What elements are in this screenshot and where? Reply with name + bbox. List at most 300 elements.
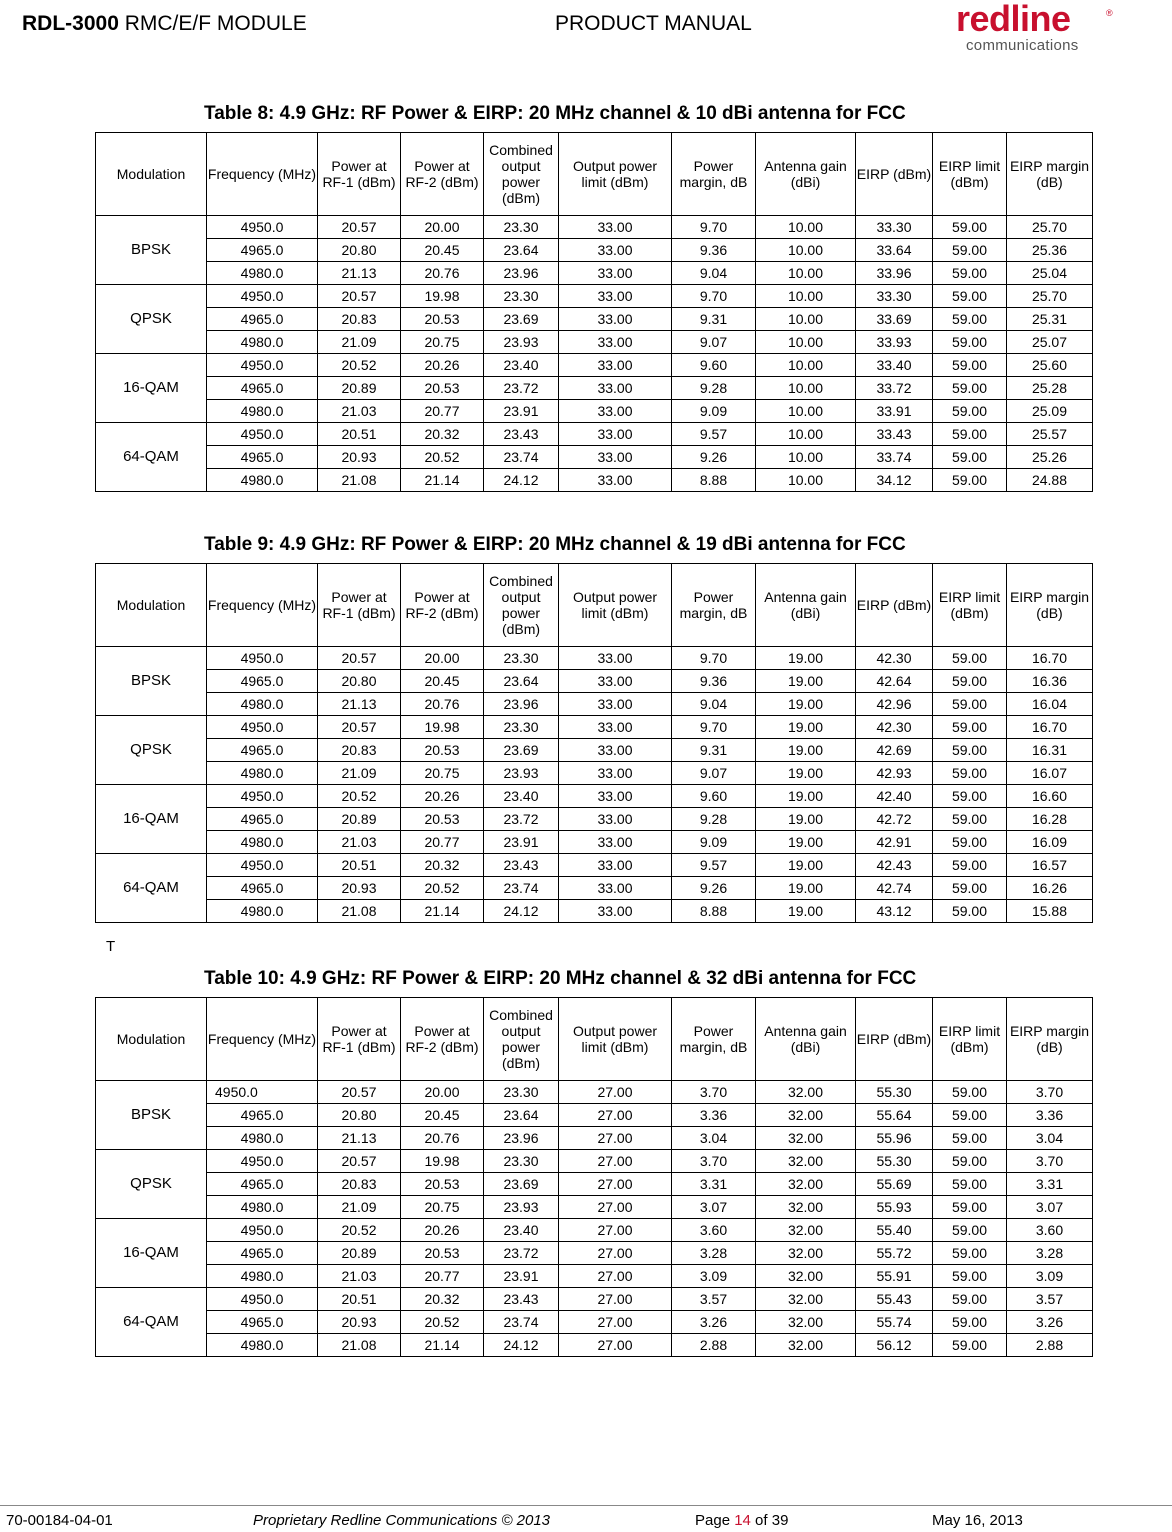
data-cell: 20.93 xyxy=(318,446,401,469)
data-cell: 4965.0 xyxy=(207,1311,318,1334)
data-cell: 9.07 xyxy=(672,762,756,785)
table-row xyxy=(96,1265,1093,1288)
data-cell: 3.31 xyxy=(1007,1173,1093,1196)
data-cell: 59.00 xyxy=(933,808,1007,831)
column-header: Power margin, dB xyxy=(672,564,756,647)
column-header: Power at RF-2 (dBm) xyxy=(401,998,484,1081)
data-cell: 23.40 xyxy=(484,1219,559,1242)
data-cell: 23.93 xyxy=(484,331,559,354)
data-cell: 4965.0 xyxy=(207,377,318,400)
data-cell: 3.70 xyxy=(672,1081,756,1104)
data-cell: 25.70 xyxy=(1007,285,1093,308)
data-cell: 20.57 xyxy=(318,285,401,308)
table-row xyxy=(96,785,1093,808)
data-cell: 42.72 xyxy=(856,808,933,831)
data-cell: 16.04 xyxy=(1007,693,1093,716)
data-cell: 59.00 xyxy=(933,785,1007,808)
data-cell: 3.31 xyxy=(672,1173,756,1196)
column-header: Power at RF-1 (dBm) xyxy=(318,998,401,1081)
table-row xyxy=(96,1127,1093,1150)
data-cell: 20.26 xyxy=(401,354,484,377)
data-cell: 21.14 xyxy=(401,1334,484,1357)
data-cell: 20.51 xyxy=(318,854,401,877)
data-cell: 10.00 xyxy=(756,354,856,377)
data-cell: 27.00 xyxy=(559,1242,672,1265)
data-cell: 59.00 xyxy=(933,239,1007,262)
data-cell: 4965.0 xyxy=(207,446,318,469)
data-cell: 20.52 xyxy=(318,354,401,377)
data-cell: 19.98 xyxy=(401,285,484,308)
data-cell: 4950.0 xyxy=(207,1081,318,1104)
data-cell: 42.93 xyxy=(856,762,933,785)
data-cell: 42.96 xyxy=(856,693,933,716)
data-cell: 20.93 xyxy=(318,1311,401,1334)
table-row xyxy=(96,285,1093,308)
data-cell: 23.40 xyxy=(484,785,559,808)
data-cell: 59.00 xyxy=(933,1311,1007,1334)
data-cell: 20.76 xyxy=(401,693,484,716)
data-cell: 59.00 xyxy=(933,854,1007,877)
table-row xyxy=(96,877,1093,900)
data-cell: 4980.0 xyxy=(207,262,318,285)
data-cell: 32.00 xyxy=(756,1104,856,1127)
data-cell: 25.31 xyxy=(1007,308,1093,331)
data-cell: 9.04 xyxy=(672,693,756,716)
data-cell: 20.76 xyxy=(401,262,484,285)
data-cell: 59.00 xyxy=(933,216,1007,239)
data-cell: 3.70 xyxy=(1007,1150,1093,1173)
data-cell: 55.69 xyxy=(856,1173,933,1196)
page-header xyxy=(0,0,1172,60)
data-cell: 21.14 xyxy=(401,469,484,492)
table-row xyxy=(96,239,1093,262)
data-cell: 59.00 xyxy=(933,739,1007,762)
data-cell: 9.60 xyxy=(672,354,756,377)
data-cell: 10.00 xyxy=(756,308,856,331)
data-cell: 3.60 xyxy=(672,1219,756,1242)
data-cell: 20.00 xyxy=(401,1081,484,1104)
data-cell: 33.64 xyxy=(856,239,933,262)
data-cell: 4950.0 xyxy=(207,1150,318,1173)
data-cell: 9.70 xyxy=(672,647,756,670)
data-cell: 4950.0 xyxy=(207,354,318,377)
data-cell: 33.93 xyxy=(856,331,933,354)
data-cell: 25.28 xyxy=(1007,377,1093,400)
table-row xyxy=(96,831,1093,854)
data-cell: 33.00 xyxy=(559,739,672,762)
data-cell: 59.00 xyxy=(933,1242,1007,1265)
data-cell: 21.03 xyxy=(318,400,401,423)
data-cell: 16.57 xyxy=(1007,854,1093,877)
table-9-title: Table 9: 4.9 GHz: RF Power & EIRP: 20 MHz channel & 19 dBi antenna for FCC xyxy=(204,534,906,555)
data-cell: 19.00 xyxy=(756,808,856,831)
column-header: Antenna gain (dBi) xyxy=(756,998,856,1081)
data-cell: 59.00 xyxy=(933,354,1007,377)
data-cell: 59.00 xyxy=(933,647,1007,670)
data-cell: 24.12 xyxy=(484,900,559,923)
modulation-cell: 64-QAM xyxy=(96,854,207,923)
data-cell: 55.91 xyxy=(856,1265,933,1288)
data-cell: 20.52 xyxy=(401,877,484,900)
data-cell: 23.64 xyxy=(484,1104,559,1127)
column-header: EIRP (dBm) xyxy=(856,133,933,216)
data-cell: 4980.0 xyxy=(207,900,318,923)
data-cell: 9.09 xyxy=(672,831,756,854)
data-cell: 33.00 xyxy=(559,239,672,262)
data-cell: 27.00 xyxy=(559,1173,672,1196)
data-cell: 23.74 xyxy=(484,446,559,469)
modulation-cell: 16-QAM xyxy=(96,785,207,854)
data-cell: 16.36 xyxy=(1007,670,1093,693)
data-cell: 20.32 xyxy=(401,854,484,877)
table-row xyxy=(96,308,1093,331)
column-header: Power margin, dB xyxy=(672,998,756,1081)
data-cell: 59.00 xyxy=(933,1219,1007,1242)
data-cell: 3.26 xyxy=(672,1311,756,1334)
table-row xyxy=(96,1081,1093,1104)
data-cell: 19.00 xyxy=(756,762,856,785)
data-cell: 33.69 xyxy=(856,308,933,331)
data-cell: 33.00 xyxy=(559,716,672,739)
data-cell: 20.83 xyxy=(318,308,401,331)
column-header: EIRP limit (dBm) xyxy=(933,564,1007,647)
page-number: Page 14 of 39 xyxy=(695,1512,789,1529)
data-cell: 23.30 xyxy=(484,716,559,739)
data-cell: 20.57 xyxy=(318,1081,401,1104)
data-cell: 3.09 xyxy=(672,1265,756,1288)
data-cell: 16.09 xyxy=(1007,831,1093,854)
data-cell: 32.00 xyxy=(756,1219,856,1242)
column-header: Combined output power (dBm) xyxy=(484,133,559,216)
data-cell: 33.00 xyxy=(559,308,672,331)
data-cell: 16.31 xyxy=(1007,739,1093,762)
column-header: Combined output power (dBm) xyxy=(484,998,559,1081)
data-cell: 55.96 xyxy=(856,1127,933,1150)
data-cell: 9.57 xyxy=(672,854,756,877)
modulation-cell: 64-QAM xyxy=(96,423,207,492)
data-cell: 20.45 xyxy=(401,239,484,262)
table-10 xyxy=(95,997,1093,1357)
data-cell: 55.93 xyxy=(856,1196,933,1219)
data-cell: 21.08 xyxy=(318,900,401,923)
data-cell: 20.00 xyxy=(401,216,484,239)
column-header: EIRP margin (dB) xyxy=(1007,564,1093,647)
data-cell: 25.57 xyxy=(1007,423,1093,446)
data-cell: 23.72 xyxy=(484,1242,559,1265)
table-row xyxy=(96,216,1093,239)
column-header: EIRP (dBm) xyxy=(856,998,933,1081)
data-cell: 55.72 xyxy=(856,1242,933,1265)
data-cell: 2.88 xyxy=(1007,1334,1093,1357)
data-cell: 33.00 xyxy=(559,647,672,670)
data-cell: 4980.0 xyxy=(207,1334,318,1357)
data-cell: 42.43 xyxy=(856,854,933,877)
data-cell: 23.74 xyxy=(484,1311,559,1334)
data-cell: 9.04 xyxy=(672,262,756,285)
data-cell: 10.00 xyxy=(756,239,856,262)
table-row xyxy=(96,354,1093,377)
column-header: Output power limit (dBm) xyxy=(559,998,672,1081)
data-cell: 24.12 xyxy=(484,1334,559,1357)
data-cell: 23.69 xyxy=(484,1173,559,1196)
data-cell: 25.09 xyxy=(1007,400,1093,423)
data-cell: 4965.0 xyxy=(207,239,318,262)
table-8-title: Table 8: 4.9 GHz: RF Power & EIRP: 20 MHz channel & 10 dBi antenna for FCC xyxy=(204,103,906,124)
data-cell: 21.08 xyxy=(318,1334,401,1357)
data-cell: 32.00 xyxy=(756,1288,856,1311)
modulation-cell: BPSK xyxy=(96,647,207,716)
table-row xyxy=(96,1104,1093,1127)
redline-logo: redline ® communications xyxy=(956,0,1113,54)
data-cell: 23.91 xyxy=(484,1265,559,1288)
data-cell: 10.00 xyxy=(756,446,856,469)
data-cell: 33.72 xyxy=(856,377,933,400)
data-cell: 20.26 xyxy=(401,1219,484,1242)
data-cell: 19.00 xyxy=(756,831,856,854)
table-row xyxy=(96,647,1093,670)
data-cell: 32.00 xyxy=(756,1334,856,1357)
data-cell: 4965.0 xyxy=(207,808,318,831)
data-cell: 27.00 xyxy=(559,1196,672,1219)
data-cell: 23.91 xyxy=(484,831,559,854)
data-cell: 9.31 xyxy=(672,308,756,331)
data-cell: 42.30 xyxy=(856,647,933,670)
data-cell: 42.91 xyxy=(856,831,933,854)
data-cell: 4980.0 xyxy=(207,400,318,423)
product-model: RDL-3000 RMC/E/F MODULE xyxy=(22,12,307,35)
data-cell: 32.00 xyxy=(756,1081,856,1104)
data-cell: 20.89 xyxy=(318,808,401,831)
data-cell: 33.00 xyxy=(559,285,672,308)
data-cell: 25.04 xyxy=(1007,262,1093,285)
data-cell: 20.76 xyxy=(401,1127,484,1150)
data-cell: 24.12 xyxy=(484,469,559,492)
data-cell: 19.00 xyxy=(756,739,856,762)
column-header: EIRP margin (dB) xyxy=(1007,133,1093,216)
data-cell: 33.96 xyxy=(856,262,933,285)
data-cell: 20.75 xyxy=(401,331,484,354)
table-row xyxy=(96,854,1093,877)
data-cell: 20.00 xyxy=(401,647,484,670)
data-cell: 34.12 xyxy=(856,469,933,492)
table-row xyxy=(96,900,1093,923)
modulation-cell: QPSK xyxy=(96,716,207,785)
data-cell: 16.70 xyxy=(1007,647,1093,670)
data-cell: 59.00 xyxy=(933,423,1007,446)
column-header: EIRP (dBm) xyxy=(856,564,933,647)
data-cell: 20.77 xyxy=(401,1265,484,1288)
data-cell: 59.00 xyxy=(933,469,1007,492)
data-cell: 9.28 xyxy=(672,377,756,400)
data-cell: 59.00 xyxy=(933,693,1007,716)
data-cell: 20.75 xyxy=(401,762,484,785)
data-cell: 20.26 xyxy=(401,785,484,808)
column-header: Antenna gain (dBi) xyxy=(756,133,856,216)
data-cell: 4980.0 xyxy=(207,1127,318,1150)
data-cell: 3.57 xyxy=(1007,1288,1093,1311)
data-cell: 59.00 xyxy=(933,377,1007,400)
modulation-cell: BPSK xyxy=(96,1081,207,1150)
header-row xyxy=(96,998,1093,1081)
data-cell: 59.00 xyxy=(933,831,1007,854)
column-header: Frequency (MHz) xyxy=(207,998,318,1081)
data-cell: 59.00 xyxy=(933,446,1007,469)
data-cell: 19.00 xyxy=(756,670,856,693)
data-cell: 33.00 xyxy=(559,469,672,492)
data-cell: 3.04 xyxy=(672,1127,756,1150)
data-cell: 9.57 xyxy=(672,423,756,446)
data-cell: 20.32 xyxy=(401,1288,484,1311)
data-cell: 33.00 xyxy=(559,446,672,469)
modulation-cell: BPSK xyxy=(96,216,207,285)
data-cell: 10.00 xyxy=(756,262,856,285)
data-cell: 4950.0 xyxy=(207,285,318,308)
data-cell: 20.45 xyxy=(401,1104,484,1127)
data-cell: 33.30 xyxy=(856,216,933,239)
data-cell: 3.70 xyxy=(672,1150,756,1173)
data-cell: 19.00 xyxy=(756,647,856,670)
data-cell: 23.74 xyxy=(484,877,559,900)
data-cell: 20.57 xyxy=(318,716,401,739)
page-footer xyxy=(0,1505,1172,1532)
data-cell: 33.00 xyxy=(559,808,672,831)
data-cell: 42.30 xyxy=(856,716,933,739)
data-cell: 4980.0 xyxy=(207,331,318,354)
data-cell: 4965.0 xyxy=(207,1104,318,1127)
table-row xyxy=(96,670,1093,693)
data-cell: 9.26 xyxy=(672,446,756,469)
data-cell: 20.51 xyxy=(318,423,401,446)
data-cell: 27.00 xyxy=(559,1150,672,1173)
data-cell: 3.26 xyxy=(1007,1311,1093,1334)
data-cell: 42.74 xyxy=(856,877,933,900)
data-cell: 19.00 xyxy=(756,785,856,808)
data-cell: 55.64 xyxy=(856,1104,933,1127)
data-cell: 21.09 xyxy=(318,762,401,785)
data-cell: 20.80 xyxy=(318,239,401,262)
column-header: Frequency (MHz) xyxy=(207,564,318,647)
data-cell: 9.26 xyxy=(672,877,756,900)
data-cell: 4980.0 xyxy=(207,762,318,785)
data-cell: 27.00 xyxy=(559,1311,672,1334)
modulation-cell: QPSK xyxy=(96,285,207,354)
data-cell: 19.00 xyxy=(756,693,856,716)
data-cell: 4980.0 xyxy=(207,469,318,492)
data-cell: 55.30 xyxy=(856,1081,933,1104)
data-cell: 21.09 xyxy=(318,1196,401,1219)
data-cell: 33.00 xyxy=(559,900,672,923)
table-row xyxy=(96,1242,1093,1265)
data-cell: 33.00 xyxy=(559,854,672,877)
data-cell: 20.53 xyxy=(401,808,484,831)
data-cell: 3.70 xyxy=(1007,1081,1093,1104)
data-cell: 24.88 xyxy=(1007,469,1093,492)
data-cell: 20.53 xyxy=(401,308,484,331)
data-cell: 4980.0 xyxy=(207,1196,318,1219)
data-cell: 9.70 xyxy=(672,216,756,239)
data-cell: 25.60 xyxy=(1007,354,1093,377)
data-cell: 21.03 xyxy=(318,831,401,854)
data-cell: 4965.0 xyxy=(207,739,318,762)
data-cell: 55.74 xyxy=(856,1311,933,1334)
data-cell: 59.00 xyxy=(933,331,1007,354)
table-row xyxy=(96,1219,1093,1242)
data-cell: 3.28 xyxy=(672,1242,756,1265)
data-cell: 20.52 xyxy=(401,1311,484,1334)
data-cell: 19.00 xyxy=(756,716,856,739)
data-cell: 59.00 xyxy=(933,1104,1007,1127)
data-cell: 56.12 xyxy=(856,1334,933,1357)
column-header: Output power limit (dBm) xyxy=(559,133,672,216)
data-cell: 59.00 xyxy=(933,716,1007,739)
data-cell: 59.00 xyxy=(933,1288,1007,1311)
data-cell: 33.00 xyxy=(559,693,672,716)
data-cell: 3.07 xyxy=(672,1196,756,1219)
table-row xyxy=(96,400,1093,423)
data-cell: 23.30 xyxy=(484,285,559,308)
data-cell: 21.13 xyxy=(318,262,401,285)
data-cell: 42.64 xyxy=(856,670,933,693)
data-cell: 27.00 xyxy=(559,1127,672,1150)
data-cell: 19.00 xyxy=(756,877,856,900)
data-cell: 20.77 xyxy=(401,831,484,854)
column-header: Modulation xyxy=(96,133,207,216)
data-cell: 10.00 xyxy=(756,285,856,308)
data-cell: 20.80 xyxy=(318,1104,401,1127)
data-cell: 23.93 xyxy=(484,762,559,785)
data-cell: 21.13 xyxy=(318,693,401,716)
data-cell: 20.77 xyxy=(401,400,484,423)
table-row xyxy=(96,446,1093,469)
data-cell: 20.53 xyxy=(401,1242,484,1265)
data-cell: 23.64 xyxy=(484,670,559,693)
data-cell: 59.00 xyxy=(933,1265,1007,1288)
data-cell: 4950.0 xyxy=(207,1288,318,1311)
data-cell: 10.00 xyxy=(756,377,856,400)
table-row xyxy=(96,1334,1093,1357)
column-header: EIRP limit (dBm) xyxy=(933,133,1007,216)
data-cell: 23.96 xyxy=(484,1127,559,1150)
column-header: Combined output power (dBm) xyxy=(484,564,559,647)
data-cell: 20.83 xyxy=(318,739,401,762)
document-number: 70-00184-04-01 xyxy=(6,1512,113,1529)
data-cell: 25.07 xyxy=(1007,331,1093,354)
data-cell: 23.30 xyxy=(484,1081,559,1104)
modulation-cell: 16-QAM xyxy=(96,354,207,423)
column-header: Power at RF-2 (dBm) xyxy=(401,133,484,216)
data-cell: 20.57 xyxy=(318,1150,401,1173)
data-cell: 23.40 xyxy=(484,354,559,377)
data-cell: 23.69 xyxy=(484,739,559,762)
data-cell: 32.00 xyxy=(756,1150,856,1173)
modulation-cell: 16-QAM xyxy=(96,1219,207,1288)
data-cell: 59.00 xyxy=(933,1196,1007,1219)
table-row xyxy=(96,377,1093,400)
data-cell: 4965.0 xyxy=(207,1173,318,1196)
data-cell: 9.70 xyxy=(672,716,756,739)
data-cell: 3.07 xyxy=(1007,1196,1093,1219)
document-date: May 16, 2013 xyxy=(932,1512,1023,1529)
data-cell: 33.00 xyxy=(559,785,672,808)
data-cell: 19.98 xyxy=(401,1150,484,1173)
data-cell: 9.31 xyxy=(672,739,756,762)
data-cell: 4980.0 xyxy=(207,1265,318,1288)
data-cell: 15.88 xyxy=(1007,900,1093,923)
data-cell: 33.40 xyxy=(856,354,933,377)
data-cell: 55.30 xyxy=(856,1150,933,1173)
data-cell: 23.30 xyxy=(484,647,559,670)
column-header: EIRP margin (dB) xyxy=(1007,998,1093,1081)
